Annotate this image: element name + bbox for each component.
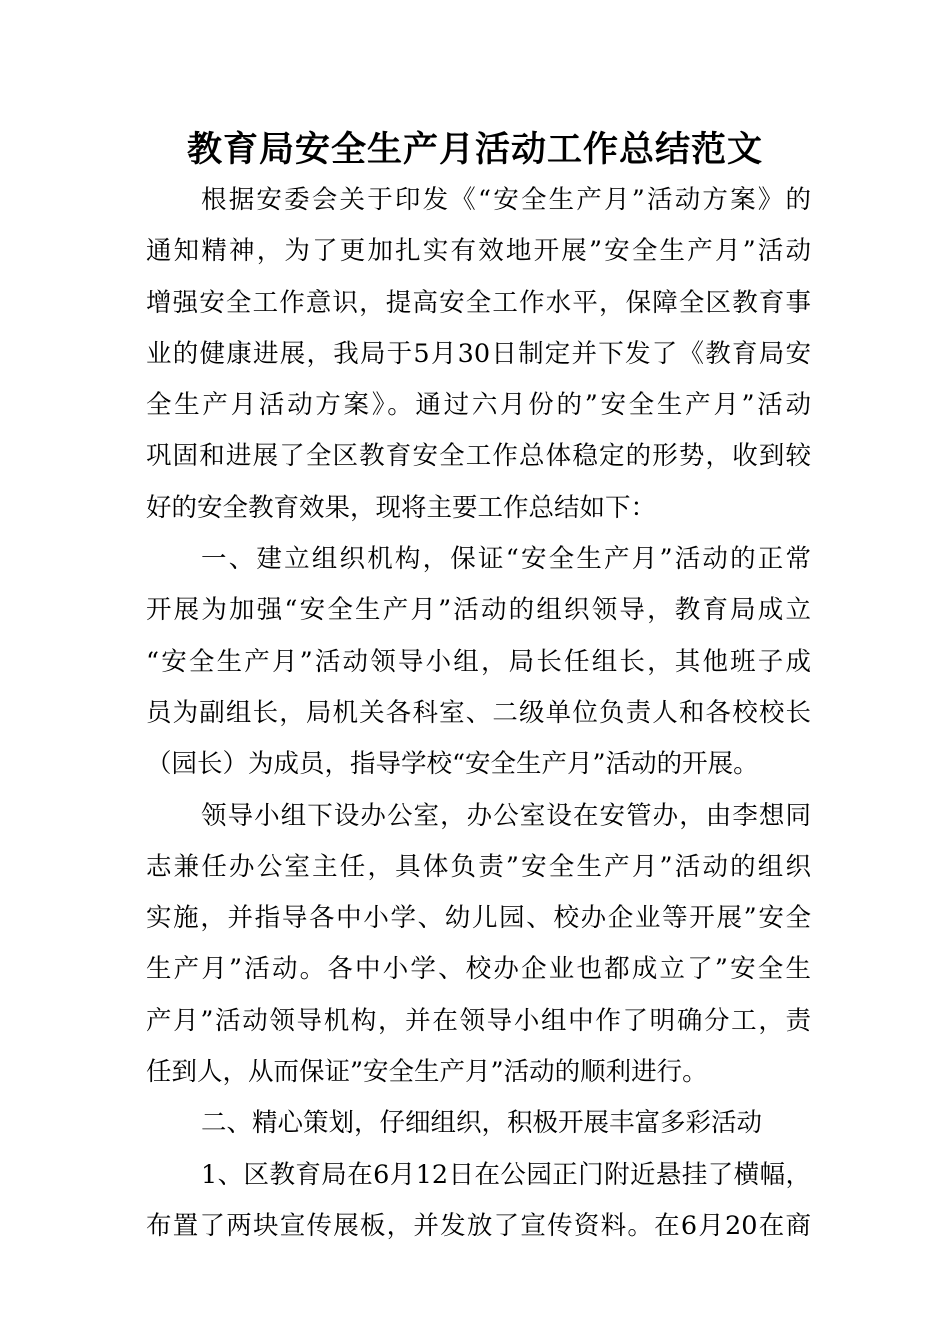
- section-2-heading: 二、精心策划，仔细组织，积极开展丰富多彩活动: [201, 1108, 763, 1139]
- paragraph-1-line-4: 业的健康进展，我局于5月30日制定并下发了《教育局安: [146, 338, 811, 369]
- paragraph-3-line-4: 生产月”活动。各中小学、校办企业也都成立了”安全生: [146, 954, 811, 985]
- paragraph-1-line-1: 根据安委会关于印发《“安全生产月”活动方案》的: [201, 185, 811, 215]
- paragraph-3-line-5: 产月”活动领导机构，并在领导小组中作了明确分工，责: [146, 1005, 811, 1036]
- paragraph-5-line-2: 布置了两块宣传展板，并发放了宣传资料。在6月20在商: [146, 1210, 811, 1241]
- paragraph-1-line-6: 巩固和进展了全区教育安全工作总体稳定的形势，收到较: [146, 441, 811, 472]
- paragraph-1-line-3: 增强安全工作意识，提高安全工作水平，保障全区教育事: [146, 287, 811, 318]
- paragraph-1-line-7: 好的安全教育效果，现将主要工作总结如下：: [146, 492, 657, 523]
- section-1-line-4: 员为副组长，局机关各科室、二级单位负责人和各校校长: [146, 697, 811, 728]
- section-1-heading-line-1: 一、建立组织机构，保证“安全生产月”活动的正常: [201, 544, 811, 575]
- paragraph-5-line-1: 1、区教育局在6月12日在公园正门附近悬挂了横幅，: [201, 1159, 811, 1190]
- section-1-line-2: 开展为加强“安全生产月”活动的组织领导，教育局成立: [146, 595, 811, 626]
- document-title: 教育局安全生产月活动工作总结范文: [186, 130, 763, 170]
- paragraph-3-line-1: 领导小组下设办公室，办公室设在安管办，由李想同: [201, 800, 811, 831]
- paragraph-1-line-2: 通知精神，为了更加扎实有效地开展”安全生产月”活动: [146, 236, 811, 267]
- paragraph-3-line-2: 志兼任办公室主任，具体负责”安全生产月”活动的组织: [146, 851, 811, 882]
- section-1-line-5: （园长）为成员，指导学校“安全生产月”活动的开展。: [146, 749, 759, 780]
- section-1-line-3: “安全生产月”活动领导小组，局长任组长，其他班子成: [146, 646, 811, 677]
- paragraph-3-line-3: 实施，并指导各中小学、幼儿园、校办企业等开展”安全: [146, 903, 811, 934]
- paragraph-3-line-6: 任到人，从而保证”安全生产月”活动的顺利进行。: [146, 1057, 708, 1088]
- paragraph-1-line-5: 全生产月活动方案》。通过六月份的”安全生产月”活动: [146, 390, 811, 421]
- document-body: [146, 175, 811, 1252]
